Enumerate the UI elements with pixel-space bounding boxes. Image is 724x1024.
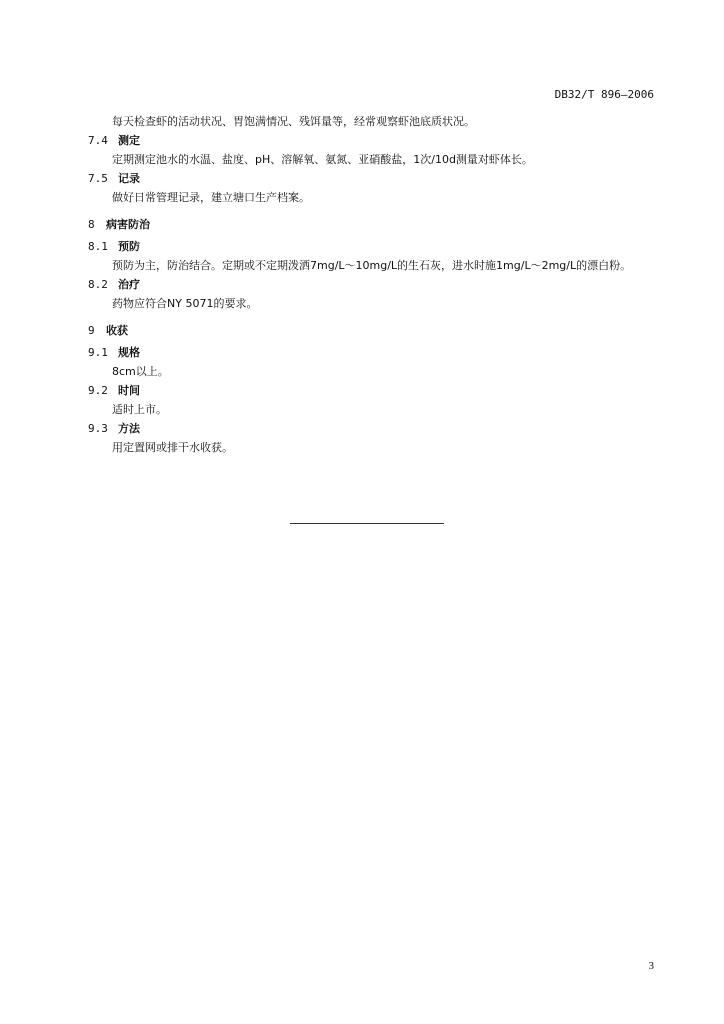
- paragraph-7-3-continued: 每天检查虾的活动状况、胃饱满情况、残饵量等，经常观察虾池底质状况。: [112, 115, 475, 128]
- section-number: 9.1: [88, 346, 108, 359]
- paragraph-8-2: 药物应符合NY 5071的要求。: [112, 297, 258, 310]
- section-title: 时间: [118, 384, 140, 397]
- section-number: 9.2: [88, 384, 108, 397]
- page-number: 3: [648, 960, 654, 972]
- chapter-9-heading: [88, 321, 660, 340]
- section-8-2-heading: [88, 275, 660, 294]
- section-title: 方法: [118, 422, 140, 435]
- section-number: 7.5: [88, 172, 108, 185]
- document-code: DB32/T 896—2006: [554, 88, 654, 101]
- end-of-document-rule: [290, 523, 444, 524]
- section-number: 7.4: [88, 134, 108, 147]
- chapter-number: 8: [88, 218, 95, 231]
- paragraph-9-3: 用定置网或排干水收获。: [112, 441, 233, 454]
- chapter-title: 病害防治: [106, 218, 150, 231]
- document-body: [88, 112, 660, 457]
- section-title: 记录: [118, 172, 140, 185]
- section-7-5-heading: [88, 169, 660, 188]
- section-8-1-heading: [88, 237, 660, 256]
- section-title: 治疗: [118, 278, 140, 291]
- section-9-3-heading: [88, 419, 660, 438]
- chapter-8-heading: [88, 215, 660, 234]
- paragraph-8-1: 预防为主，防治结合。定期或不定期泼洒7mg/L～10mg/L的生石灰，进水时施1mg/L～2mg/L的漂白粉。: [112, 259, 632, 272]
- section-number: 8.1: [88, 240, 108, 253]
- section-9-2-heading: [88, 381, 660, 400]
- paragraph-7-5: 做好日常管理记录，建立塘口生产档案。: [112, 191, 310, 204]
- section-title: 测定: [118, 134, 140, 147]
- section-7-4-heading: [88, 131, 660, 150]
- section-number: 9.3: [88, 422, 108, 435]
- paragraph-9-1: 8cm以上。: [112, 365, 169, 378]
- section-9-1-heading: [88, 343, 660, 362]
- paragraph-9-2: 适时上市。: [112, 403, 167, 416]
- section-title: 预防: [118, 240, 140, 253]
- chapter-title: 收获: [106, 324, 128, 337]
- section-number: 8.2: [88, 278, 108, 291]
- paragraph-7-4: 定期测定池水的水温、盐度、pH、溶解氧、氨氮、亚硝酸盐，1次/10d测量对虾体长。: [112, 153, 533, 166]
- section-title: 规格: [118, 346, 140, 359]
- chapter-number: 9: [88, 324, 95, 337]
